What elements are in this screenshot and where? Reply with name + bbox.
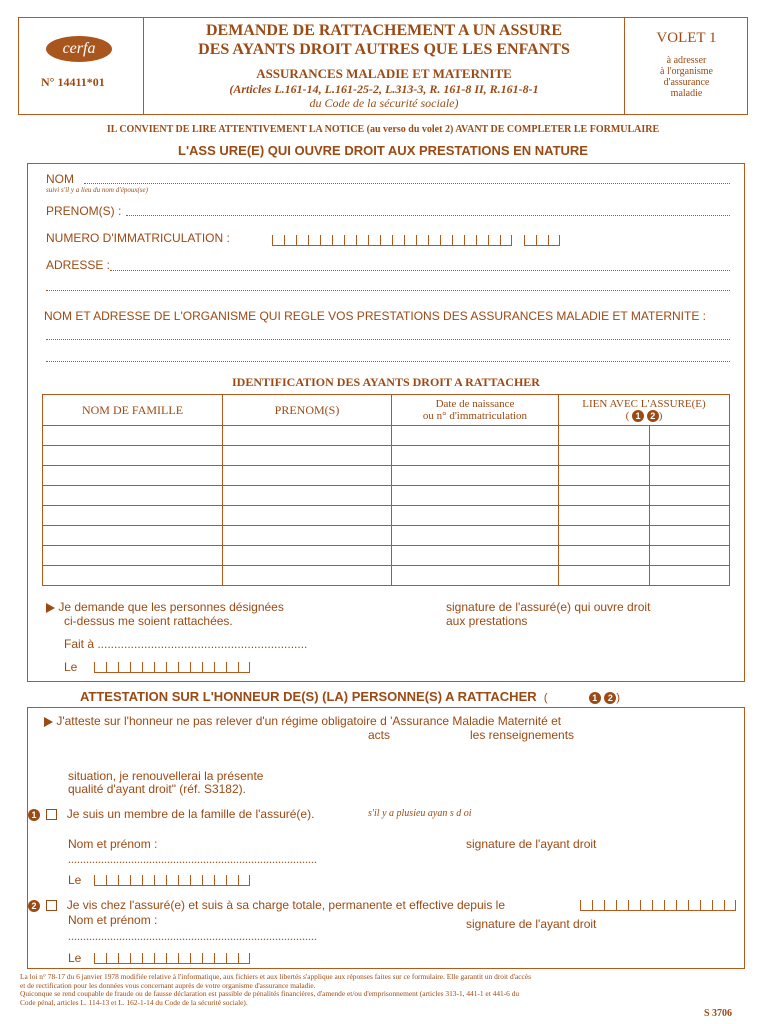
col-date-header-line2: ou n° d'immatriculation — [422, 410, 528, 422]
table-cell[interactable] — [559, 466, 650, 486]
volet-label: VOLET 1 — [656, 30, 717, 46]
number-2-badge: 2 — [647, 410, 659, 422]
option-2-date-label: Le — [68, 951, 82, 965]
dependents-table — [42, 394, 730, 586]
adresse-label: ADRESSE : — [46, 258, 111, 272]
table-cell[interactable] — [223, 466, 392, 486]
cerfa-logo-text: cerfa — [62, 40, 96, 57]
adresse-field-2[interactable] — [46, 290, 730, 291]
form-code: du Code de la sécurité sociale) — [309, 96, 459, 110]
table-cell[interactable] — [559, 566, 650, 586]
footer-line4: Code pénal, articles L. 114-13 et L. 162-1-14 du Code de la sécurité sociale). — [20, 997, 248, 1007]
nom-field[interactable] — [84, 183, 730, 184]
form-title-line2: DES AYANTS DROIT AUTRES QUE LES ENFANTS — [198, 41, 570, 58]
number-2-badge: 2 — [604, 692, 616, 704]
immat-field[interactable] — [272, 235, 512, 246]
table-cell[interactable] — [43, 566, 223, 586]
option-2-name-field[interactable]: ................................................................................... — [68, 929, 317, 943]
lien-paren-open: ( — [625, 409, 630, 422]
col-date-header — [392, 395, 559, 426]
option-1 — [28, 807, 314, 821]
table-row — [43, 446, 730, 466]
footer-legal — [20, 973, 748, 1007]
footer-line2: et de rectification pour les données vous concernant auprès de votre organisme d'assurance maladie. — [20, 980, 316, 990]
table-cell[interactable] — [559, 446, 650, 466]
nom-sublabel: suivi s'il y a lieu du nom d'époux(se) — [46, 186, 148, 194]
option-2-text: Je vis chez l'assuré(e) et suis à sa charge totale, permanente et effective depuis le — [66, 898, 505, 912]
fait-a-field[interactable]: Fait à ............................................................... — [64, 637, 308, 651]
attestation-paren-open: ( — [543, 692, 548, 704]
insured-heading: L'ASS URE(E) QUI OUVRE DROIT AUX PRESTATIONS EN NATURE — [178, 143, 588, 158]
col-prenom-header-text: PRENOM(S) — [274, 403, 340, 417]
arrow-icon — [46, 603, 55, 613]
form-code: S 3706 — [704, 1008, 733, 1019]
col-nom-header-text: NOM DE FAMILLE — [81, 403, 184, 417]
attestation-line3: situation, je renouvellerai la présente — [68, 769, 264, 783]
table-cell[interactable] — [43, 446, 223, 466]
col-lien-header-line1: LIEN AVEC L'ASSURE(E) — [582, 397, 706, 410]
option-1-name-label: Nom et prénom : — [68, 837, 158, 851]
option-1-name-field[interactable]: ................................................................................... — [68, 852, 317, 866]
option-2-name-label: Nom et prénom : — [68, 913, 158, 927]
organisme-field-2[interactable] — [46, 361, 730, 362]
option-2-signature-label: signature de l'ayant droit — [466, 917, 597, 931]
form-articles: (Articles L.161-14, L.161-25-2, L.313-3, R. 161-8 II, R.161-8-1 — [229, 82, 539, 96]
request-line2: ci-dessus me soient rattachées. — [64, 614, 233, 628]
table-cell[interactable] — [223, 506, 392, 526]
attestation-heading-text: ATTESTATION SUR L'HONNEUR DE(S) (LA) PERSONNE(S) A RATTACHER — [80, 689, 537, 704]
attestation-line2a: acts — [368, 728, 391, 742]
request-line1 — [46, 600, 284, 614]
table-row — [43, 526, 730, 546]
attestation-line2b: les renseignements — [470, 728, 575, 742]
insured-signature-label2: aux prestations — [446, 614, 528, 628]
attestation-line1 — [44, 714, 561, 728]
nom-label: NOM — [46, 172, 74, 186]
number-1-badge: 1 — [28, 809, 40, 821]
col-prenom-header — [223, 395, 392, 426]
organisme-field-1[interactable] — [46, 339, 730, 340]
volet-note-3: d'assurance — [663, 77, 710, 88]
table-cell[interactable] — [392, 506, 559, 526]
insured-signature-label1: signature de l'assuré(e) qui ouvre droit — [446, 600, 651, 614]
table-cell[interactable] — [392, 446, 559, 466]
table-row — [43, 506, 730, 526]
immat-key-field[interactable] — [524, 235, 560, 246]
col-nom-header — [43, 395, 223, 426]
table-cell[interactable] — [650, 466, 730, 486]
table-cell[interactable] — [559, 526, 650, 546]
table-cell[interactable] — [559, 546, 650, 566]
table-cell[interactable] — [650, 526, 730, 546]
table-cell[interactable] — [650, 426, 730, 446]
table-cell[interactable] — [223, 446, 392, 466]
table-cell[interactable] — [650, 506, 730, 526]
cerfa-logo — [46, 36, 112, 62]
table-cell[interactable] — [650, 446, 730, 466]
form-number: N° 14411*01 — [41, 75, 105, 89]
attestation-paren-close: ) — [616, 692, 621, 704]
table-cell[interactable] — [559, 506, 650, 526]
attestation-line1-text: J'atteste sur l'honneur ne pas relever d'un régime obligatoire d 'Assurance Maladie Maternité et — [56, 714, 562, 728]
table-cell[interactable] — [650, 546, 730, 566]
table-cell[interactable] — [392, 466, 559, 486]
option-1-checkbox[interactable] — [46, 809, 57, 820]
table-cell[interactable] — [43, 506, 223, 526]
table-cell[interactable] — [223, 566, 392, 586]
table-cell[interactable] — [43, 546, 223, 566]
table-cell[interactable] — [43, 466, 223, 486]
lien-paren-close: ) — [658, 409, 663, 422]
request-line1-text: Je demande que les personnes désignées — [58, 600, 284, 614]
footer-line1: La loi n° 78-17 du 6 janvier 1978 modifiée relative à l'informatique, aux fichiers et aux libertés s'applique aux réponses faites sur ce formulaire. Elle garantit un droit d'accès — [20, 972, 531, 981]
table-row — [43, 466, 730, 486]
number-1-badge: 1 — [589, 692, 601, 704]
table-cell[interactable] — [223, 426, 392, 446]
immat-label: NUMERO D'IMMATRICULATION : — [46, 231, 230, 245]
volet-note-2: à l'organisme — [660, 66, 713, 77]
table-cell[interactable] — [559, 486, 650, 506]
table-cell[interactable] — [223, 486, 392, 506]
table-row — [43, 566, 730, 586]
volet-note-4: maladie — [670, 88, 703, 99]
number-2-badge: 2 — [28, 900, 40, 912]
adresse-field-1[interactable] — [110, 270, 730, 271]
prenom-field[interactable] — [126, 215, 730, 216]
organisme-label: NOM ET ADRESSE DE L'ORGANISME QUI REGLE VOS PRESTATIONS DES ASSURANCES MALADIE ET MATERNITE : — [44, 309, 706, 323]
identification-heading: IDENTIFICATION DES AYANTS DROIT A RATTACHER — [232, 375, 540, 389]
prenom-label: PRENOM(S) : — [46, 204, 122, 218]
table-cell[interactable] — [392, 566, 559, 586]
option-1-text: Je suis un membre de la famille de l'assuré(e). — [66, 807, 315, 821]
option-1-date-field[interactable] — [94, 875, 250, 886]
option-2-checkbox[interactable] — [46, 900, 57, 911]
request-date-field[interactable] — [94, 662, 250, 673]
table-cell[interactable] — [392, 546, 559, 566]
option-1-note: s'il y a plusieu ayan s d oi — [368, 808, 472, 819]
option-2-date-field[interactable] — [580, 900, 736, 911]
option-2 — [28, 898, 505, 912]
number-1-badge: 1 — [632, 410, 644, 422]
arrow-icon — [44, 717, 53, 727]
table-row — [43, 426, 730, 446]
table-cell[interactable] — [223, 526, 392, 546]
col-lien-header-line2 — [559, 410, 729, 422]
table-cell[interactable] — [223, 546, 392, 566]
volet-note-1: à adresser — [666, 55, 707, 66]
attestation-line4: qualité d'ayant droit" (réf. S3182). — [68, 782, 246, 796]
col-date-header-line1: Date de naissance — [435, 398, 515, 410]
notice-text: IL CONVIENT DE LIRE ATTENTIVEMENT LA NOTICE (au verso du volet 2) AVANT DE COMPLETER LE FORMULAIRE — [106, 124, 660, 135]
table-cell[interactable] — [43, 486, 223, 506]
table-cell[interactable] — [43, 526, 223, 546]
form-title-line1: DEMANDE DE RATTACHEMENT A UN ASSURE — [205, 22, 563, 39]
table-cell[interactable] — [43, 426, 223, 446]
table-cell[interactable] — [650, 486, 730, 506]
table-cell[interactable] — [559, 426, 650, 446]
option-1-signature-label: signature de l'ayant droit — [466, 837, 597, 851]
option-2-date-field-2[interactable] — [94, 953, 250, 964]
table-row — [43, 486, 730, 506]
table-row — [43, 546, 730, 566]
table-cell[interactable] — [392, 486, 559, 506]
attestation-heading — [80, 689, 740, 704]
table-cell[interactable] — [392, 526, 559, 546]
table-cell[interactable] — [650, 566, 730, 586]
option-1-date-label: Le — [68, 873, 82, 887]
form-subtitle: ASSURANCES MALADIE ET MATERNITE — [256, 66, 512, 81]
footer-line3: Quiconque se rend coupable de fraude ou de fausse déclaration est passible de pénalités financières, d'amende et/ou d'emprisonnement (articles 313-1, 441-1 et 441-6 du — [20, 989, 520, 999]
request-date-label: Le — [64, 660, 78, 674]
col-lien-header — [559, 395, 730, 426]
table-cell[interactable] — [392, 426, 559, 446]
